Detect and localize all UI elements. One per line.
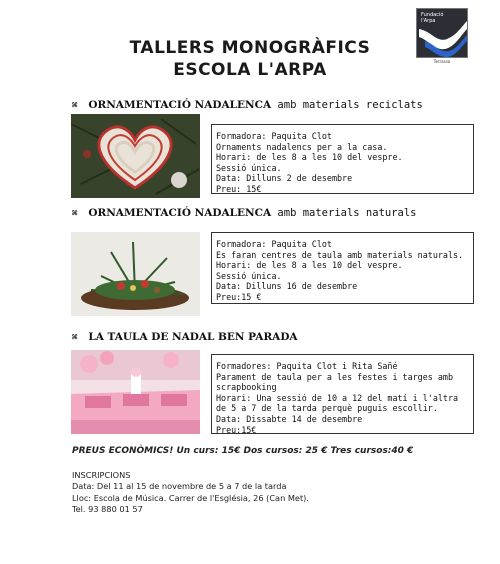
workshop-1-line-2: Ornaments nadalencs per a la casa. [216, 141, 388, 152]
logo-label-line1: Fundació [421, 12, 444, 18]
workshop-1-heading-bold: ORNAMENTACIÓ NADALENCA [88, 99, 272, 111]
workshop-1-line-5: Data: Dilluns 2 de desembre [216, 173, 353, 184]
workshop-3-line-2: Parament de taula per a les festes i targes amb scrapbooking [216, 371, 453, 393]
page-title-line1: TALLERS MONOGRÀFICS [129, 38, 371, 58]
workshop-1-info-box [211, 124, 474, 194]
inscriptions-heading: INSCRIPCIONS [72, 470, 131, 480]
workshop-1-heading-rest: amb materials reciclats [271, 99, 423, 111]
workshop-3-line-5: Preu:15€ [216, 424, 257, 435]
workshop-2-line-4: Sessió única. [216, 270, 282, 281]
workshop-2-line-2: Es faran centres de taula amb materials naturals. [216, 249, 464, 260]
workshop-2-photo-table-centrepiece [71, 232, 200, 316]
workshop-1-line-4: Sessió única. [216, 162, 282, 173]
workshop-3-line-3: Horari: Una sessió de 10 a 12 del matí i l'altra de 5 a 7 de la tarda perquè puguis escollir. [216, 392, 459, 414]
inscriptions-block [72, 470, 309, 516]
bullet-icon: ⌘ [72, 101, 78, 111]
workshop-2-line-1: Formadora: Paquita Clot [216, 239, 332, 249]
workshop-2-line-6: Preu:15 € [216, 291, 262, 302]
inscriptions-dates: Data: Del 11 al 15 de novembre de 5 a 7 de la tarda [72, 481, 287, 492]
workshop-3-photo-pink-table [71, 350, 200, 434]
workshop-3-heading-bold: LA TAULA DE NADAL BEN PARADA [88, 331, 298, 343]
workshop-2-line-5: Data: Dilluns 16 de desembre [216, 281, 358, 292]
workshop-3-line-1: Formadores: Paquita Clot i Rita Sañé [216, 361, 398, 371]
workshop-3-heading [72, 331, 298, 343]
workshop-3-info-box [211, 354, 474, 434]
bullet-icon: ⌘ [72, 333, 78, 343]
prices-line: PREUS ECONÒMICS! Un curs: 15€ Dos cursos: 25 € Tres cursos:40 € [72, 446, 414, 456]
workshop-2-info-box [211, 232, 474, 304]
workshop-1-line-3: Horari: de les 8 a les 10 del vespre. [216, 152, 403, 163]
inscriptions-phone: Tel. 93 880 01 57 [72, 504, 143, 515]
workshop-1-line-1: Formadora: Paquita Clot [216, 131, 332, 141]
inscriptions-place: Lloc: Escola de Música. Carrer de l'Església, 26 (Can Met). [72, 492, 309, 503]
workshop-2-line-3: Horari: de les 8 a les 10 del vespre. [216, 260, 403, 271]
bullet-icon: ⌘ [72, 209, 78, 219]
workshop-1-line-6: Preu: 15€ [216, 183, 262, 194]
workshop-2-heading-bold: ORNAMENTACIÓ NADALENCA [88, 207, 272, 219]
workshop-3-line-4: Data: Dissabte 14 de desembre [216, 413, 363, 424]
logo-subtitle: Terrassa [433, 59, 451, 64]
workshop-1-photo-heart-ornament [71, 114, 200, 198]
page-title-line2: ESCOLA L'ARPA [173, 60, 327, 80]
logo-label-line2: l'Arpa [421, 18, 436, 24]
workshop-1-heading [72, 99, 423, 111]
workshop-2-heading [72, 207, 417, 219]
workshop-2-heading-rest: amb materials naturals [271, 207, 417, 219]
